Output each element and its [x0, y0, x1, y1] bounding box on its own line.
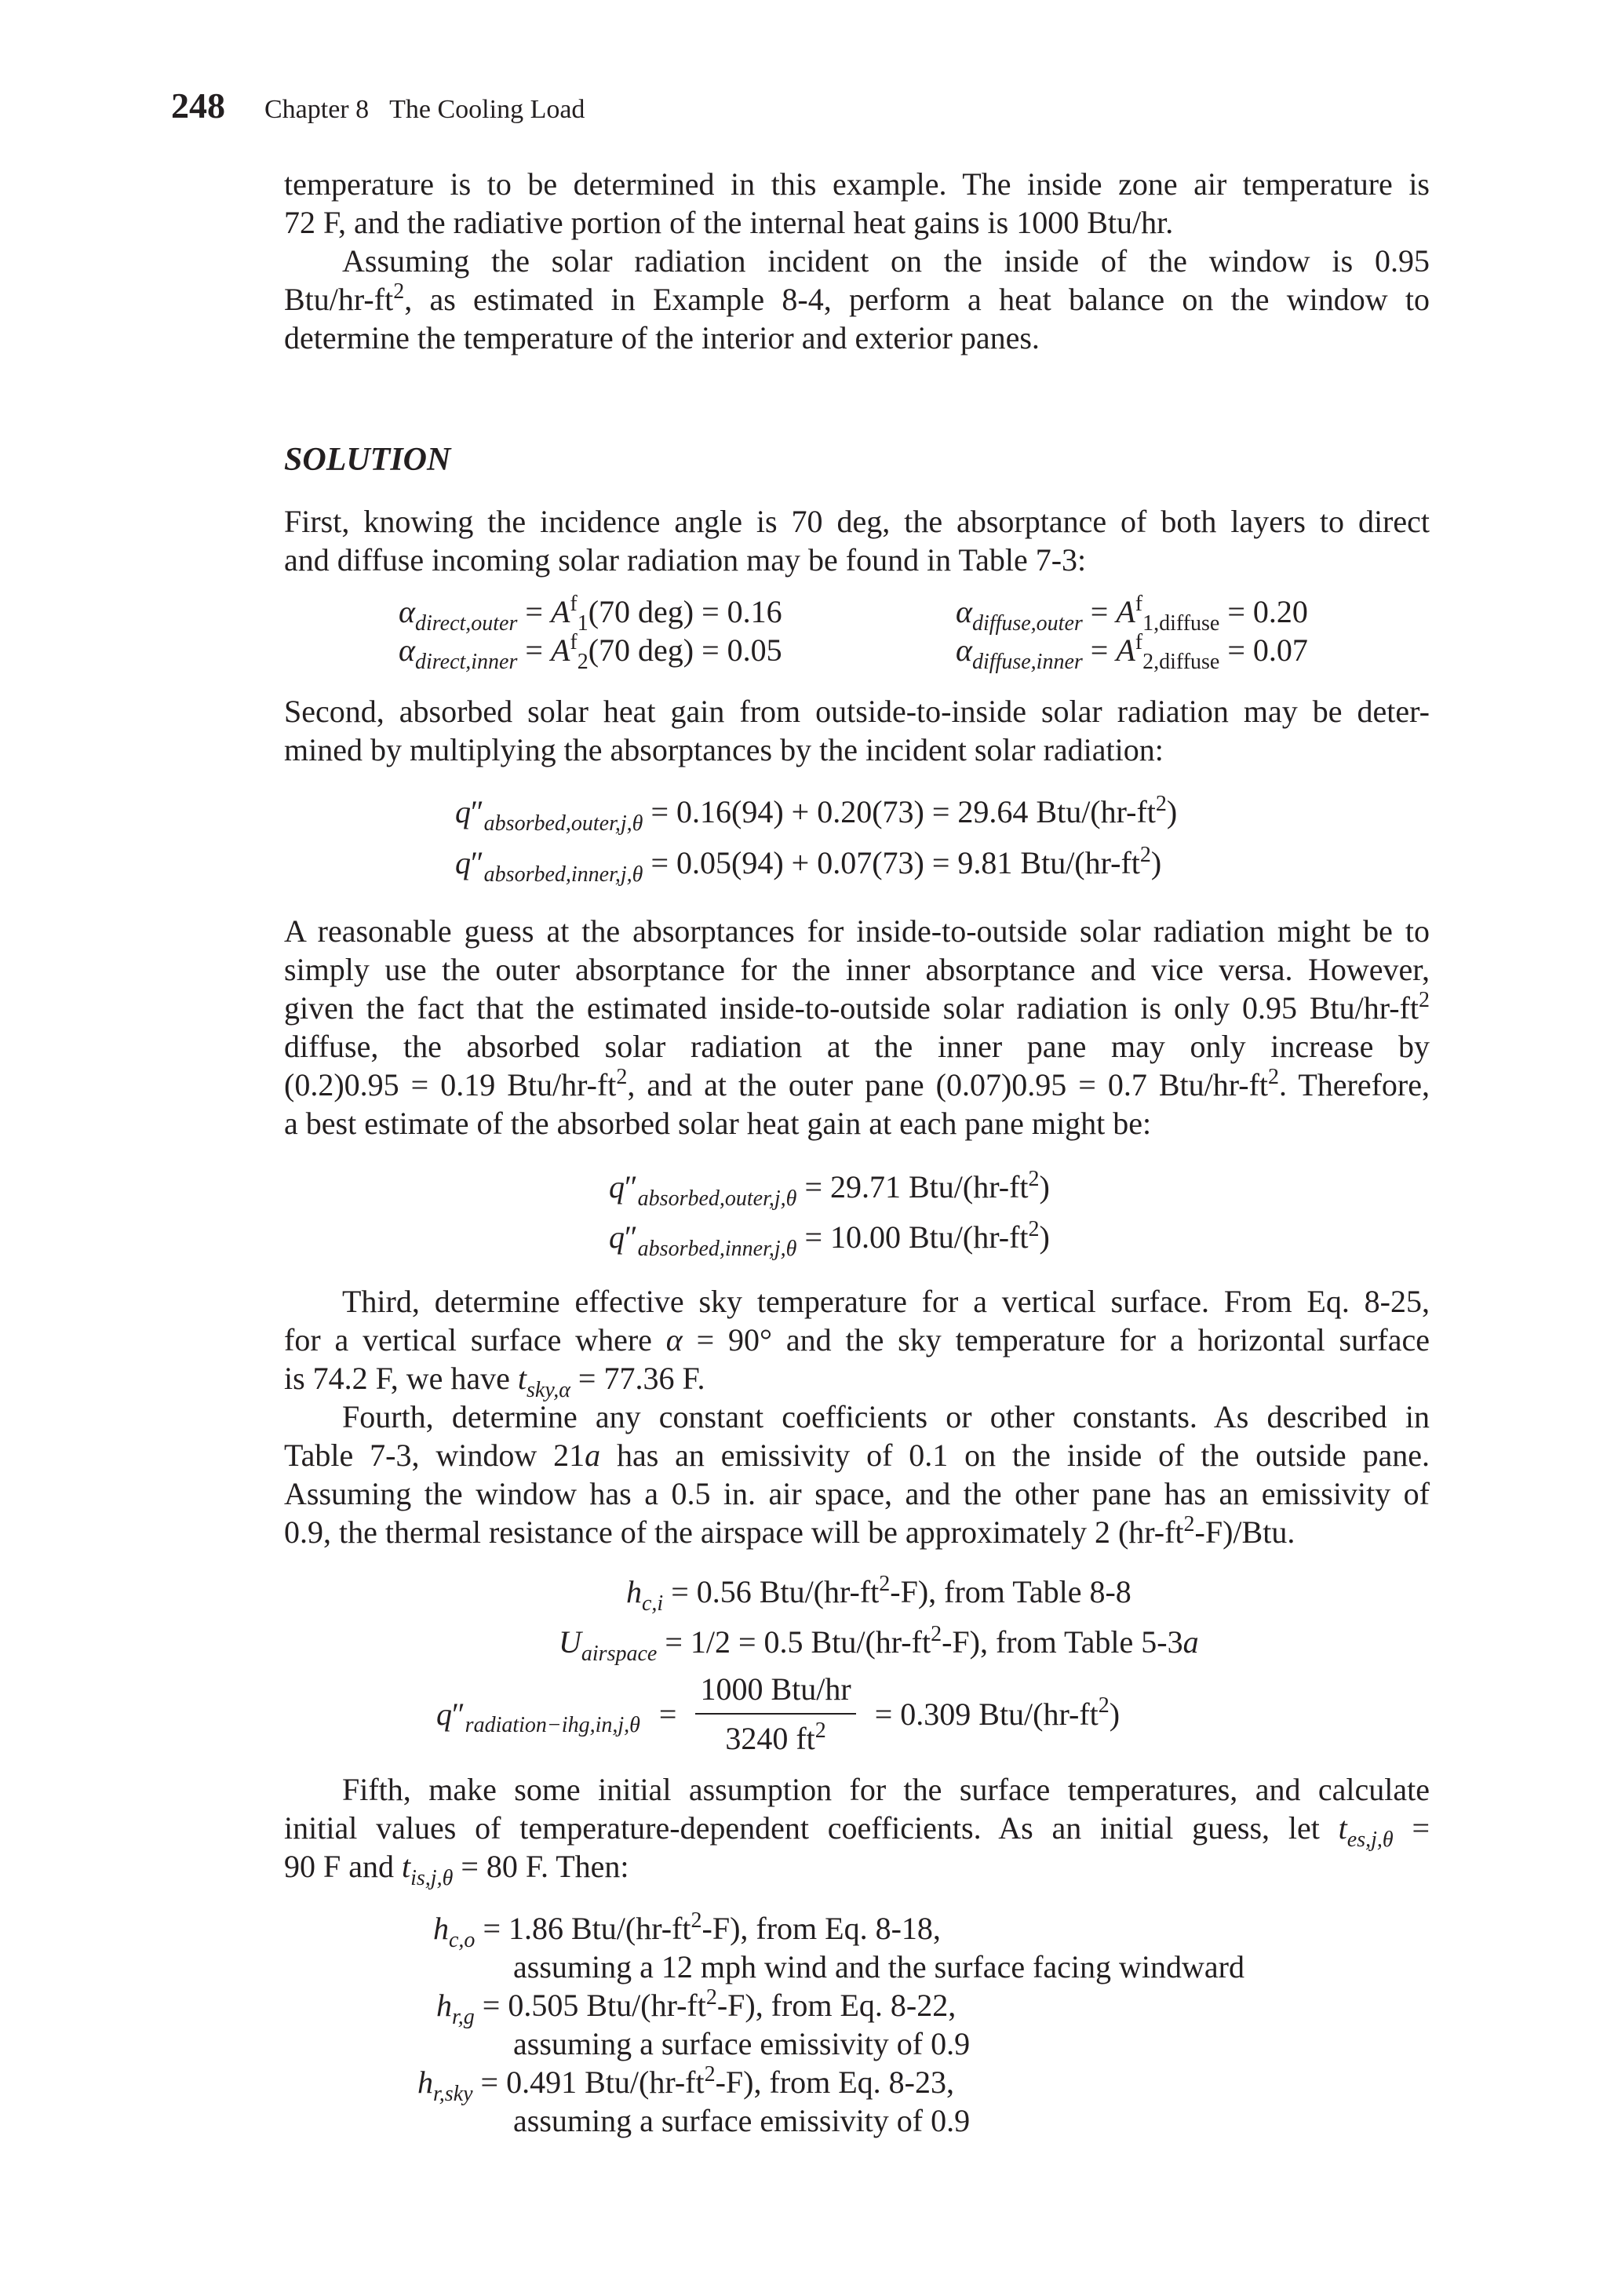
- h-ci-eq: $h_{c,i} = 0.56$ Btu/$(hr-ft^2-F)$, from Table 8-8: [626, 1571, 1131, 1616]
- h-rg-note: assuming a surface emissivity of 0.9: [513, 2026, 971, 2061]
- q-absorbed-outer-final-eq: $q''_{absorbed,outer,j,\theta} = 29.71$ Btu/$(hr-ft^2)$: [609, 1166, 1050, 1211]
- running-header: [171, 85, 585, 132]
- solution-heading: SOLUTION: [284, 442, 451, 478]
- q-radiation-ihg-eq: $q''_{radiation-ihg,in,j,\theta}$ = $\frac{\text{1000 Btu/hr}}{3240 ft^2}$ = 0.309 Btu/$(hr-ft^2)$: [436, 1671, 1121, 1756]
- intro-paragraph: temperature is to be determined in this example. The inside zone air temperature is 72 F, and the radiative portion of the internal heat gains is 1000 Btu/hr. Assuming the solar radiation incident on the inside of the window is 0.95 Btu/$hr-ft^2$, as estimated in Example 8-4, perform a heat balance on the window to determine the temperature of the interior and exterior panes.: [284, 166, 1430, 355]
- h-rg-eq: $h_{r,g} = 0.505$ Btu/$(hr-ft^2-F)$, from Eq. 8-22,: [436, 1984, 957, 2029]
- fraction: $\frac{\text{1000 Btu/hr}}{3240 ft^2}$: [695, 1670, 855, 1758]
- h-co-note: assuming a 12 mph wind and the surface facing windward: [513, 1949, 1244, 1984]
- solution-paragraph-3: A reasonable guess at the absorptances for inside-to-outside solar radiation might be to simply use the outer absorptance for the inner absorptance and vice versa. However, given the fact that the estimated inside-to-outside solar radiation is only 0.95 Btu/$hr-ft^2$ diffuse, the absorbed solar radiation at the inner pane may only increase by (0.2)0.95 = 0.19 Btu/$hr-ft^2$, and at the outer pane (0.07)0.95 = 0.7 Btu/$hr-ft^2$. Therefore, a best estimate of the absorbed solar heat gain at each pane might be:: [284, 913, 1430, 1141]
- solution-paragraph-1: First, knowing the incidence angle is 70 deg, the absorptance of both layers to direct and diffuse incoming solar radiation may be found in Table 7-3:: [284, 504, 1430, 578]
- alpha-direct-outer-eq: $\alpha_{direct,outer} = A^f_1(70$ deg) = 0.16: [399, 591, 782, 636]
- alpha-diffuse-inner-eq: $\alpha_{diffuse,inner} = A^f_{2,diffuse} = 0.07$: [956, 629, 1308, 674]
- solution-paragraph-6: Fifth, make some initial assumption for the surface temperatures, and calculate initial values of temperature-dependent coefficients. As an initial guess, let $t_{es,j,\theta}$ = 90 F and $t_{is,j,\theta} = 80$ F. Then:: [284, 1772, 1430, 1890]
- h-rsky-eq: $h_{r,sky} = 0.491$ Btu/$(hr-ft^2-F)$, from Eq. 8-23,: [417, 2061, 955, 2106]
- solution-paragraph-5: Fourth, determine any constant coefficients or other constants. As described in Table 7-3, window 21a has an emissivity of 0.1 on the inside of the outside pane. Assuming the window has a 0.5 in. air space, and the other pane has an emissivity of 0.9, the thermal resistance of the airspace will be approximately 2 $(hr-ft^2-F)$/Btu.: [284, 1399, 1430, 1550]
- solution-paragraph-4: Third, determine effective sky temperature for a vertical surface. From Eq. 8-25, for a vertical surface where α = 90° and the sky temperature for a horizontal surface is 74.2 F, we have $t_{sky,\alpha} = 77.36$ F.: [284, 1284, 1430, 1402]
- u-airspace-eq: $U_{airspace} = 1/2 = 0.5$ Btu/$(hr-ft^2-F)$, from Table 5-3a: [559, 1621, 1199, 1666]
- h-co-eq: $h_{c,o} = 1.86$ Btu/$(hr-ft^2-F)$, from Eq. 8-18,: [433, 1908, 941, 1952]
- q-absorbed-inner-eq: $q''_{absorbed,inner,j,\theta} = 0.05(94) + 0.07(73) = 9.81$ Btu/$(hr-ft^2)$: [455, 842, 1162, 887]
- page-number: 248: [171, 86, 225, 126]
- h-rsky-note: assuming a surface emissivity of 0.9: [513, 2103, 971, 2138]
- alpha-direct-inner-eq: $\alpha_{direct,inner} = A^f_2(70$ deg) = 0.05: [399, 629, 782, 674]
- chapter-label: Chapter 8 The Cooling Load: [264, 95, 585, 124]
- solution-paragraph-2: Second, absorbed solar heat gain from outside-to-inside solar radiation may be deter- mined by multiplying the absorptances by the incident solar radiation:: [284, 694, 1430, 767]
- alpha-diffuse-outer-eq: $\alpha_{diffuse,outer} = A^f_{1,diffuse} = 0.20$: [956, 591, 1308, 636]
- q-absorbed-inner-final-eq: $q''_{absorbed,inner,j,\theta} = 10.00$ Btu/$(hr-ft^2)$: [609, 1216, 1050, 1261]
- q-absorbed-outer-eq: $q''_{absorbed,outer,j,\theta} = 0.16(94) + 0.20(73) = 29.64$ Btu/$(hr-ft^2)$: [455, 791, 1178, 836]
